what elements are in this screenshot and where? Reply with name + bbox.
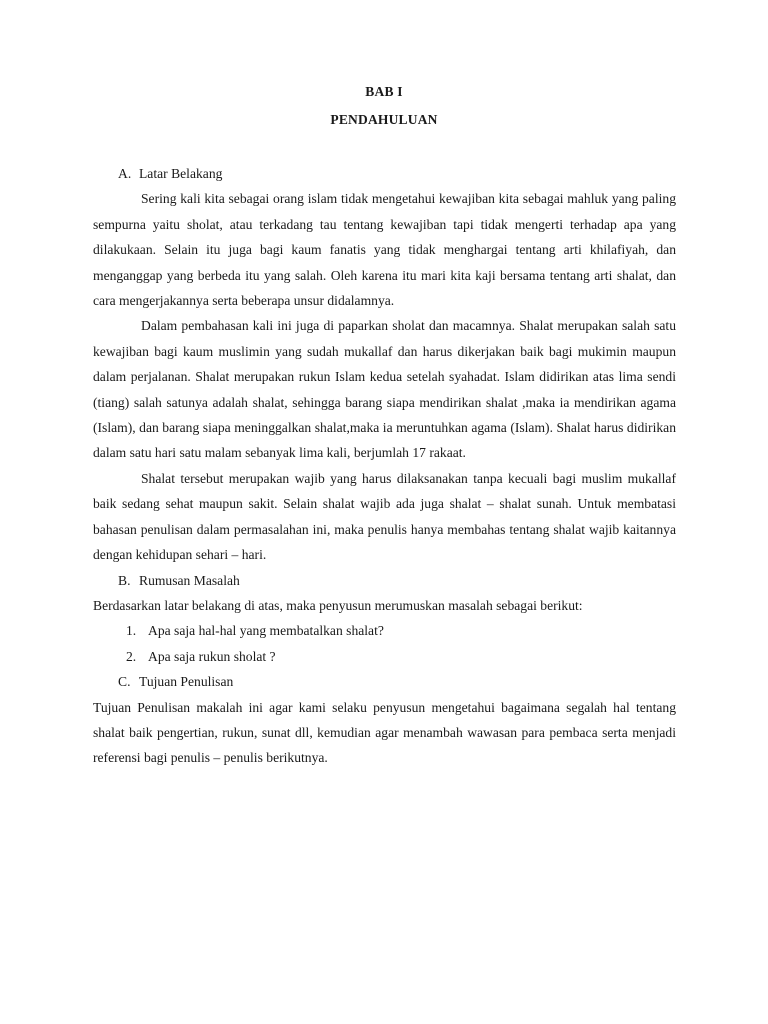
section-a-title: Latar Belakang: [139, 166, 223, 181]
paragraph: Shalat tersebut merupakan wajib yang harus dilaksanakan tanpa kecuali bagi muslim mukallaf baik sedang sehat maupun sakit. Selain shalat wajib ada juga shalat – shalat sunah. Untuk membatasi bahasan penulisan dalam permasalahan ini, maka penulis hanya membahas tentang shalat wajib kaitannya dengan kehidupan sehari – hari.: [93, 470, 676, 563]
problem-list: [93, 618, 676, 669]
section-a-heading: [93, 161, 676, 186]
chapter-label: BAB I: [365, 84, 403, 99]
section-b-title: Rumusan Masalah: [139, 572, 240, 588]
paragraph: Sering kali kita sebagai orang islam tidak mengetahui kewajiban kita sebagai mahluk yang paling sempurna yaitu sholat, atau terkadang tau tentang kewajiban tapi tidak mengerti terhadap apa yang dilakukaan. Selain itu juga bagi kaum fanatis yang tidak menghargai tentang arti khilafiyah, dan menganggap yang berbeda itu yang salah. Oleh karena itu mari kita kaji bersama tentang arti shalat, dan cara mengerjakannya serta beberapa unsur didalamnya.: [93, 191, 676, 309]
list-item-text: Apa saja rukun sholat ?: [148, 648, 276, 664]
chapter-title: PENDAHULUAN: [330, 112, 438, 127]
list-item: [93, 618, 676, 643]
paragraph: Dalam pembahasan kali ini juga di paparkan sholat dan macamnya. Shalat merupakan salah satu kewajiban bagi kaum muslimin yang sudah mukallaf dan harus dikerjakan baik bagi mukimin maupun dalam perjalanan. Shalat merupakan rukun Islam kedua setelah syahadat. Islam didirikan atas lima sendi (tiang) salah satunya adalah shalat, sehingga barang siapa mendirikan shalat ,maka ia mendirikan agama (Islam), dan barang siapa meninggalkan shalat,maka ia meruntuhkan agama (Islam). Shalat harus didirikan dalam satu hari satu malam sebanyak lima kali, berjumlah 17 rakaat.: [93, 318, 676, 461]
section-a-marker: A.: [118, 166, 132, 181]
list-item-text: Apa saja hal-hal yang membatalkan shalat?: [148, 623, 384, 639]
section-b-intro: Berdasarkan latar belakang di atas, maka penyusun merumuskan masalah sebagai berikut:: [93, 597, 583, 613]
section-c-marker: C.: [118, 674, 131, 690]
section-b-marker: B.: [118, 572, 131, 588]
document-body: [93, 161, 676, 771]
section-c-paragraph: Tujuan Penulisan makalah ini agar kami selaku penyusun mengetahui bagaimana segalah hal tentang shalat baik pengertian, rukun, sunat dll, kemudian agar menambah wawasan para pembaca serta menjadi referensi bagi penulis – penulis berikutnya.: [93, 699, 676, 766]
list-item-number: 1.: [126, 623, 137, 639]
section-c-title: Tujuan Penulisan: [139, 674, 234, 690]
list-item-number: 2.: [126, 648, 137, 664]
section-b-heading: [93, 568, 676, 593]
section-c-heading: [93, 669, 676, 694]
list-item: [93, 644, 676, 669]
